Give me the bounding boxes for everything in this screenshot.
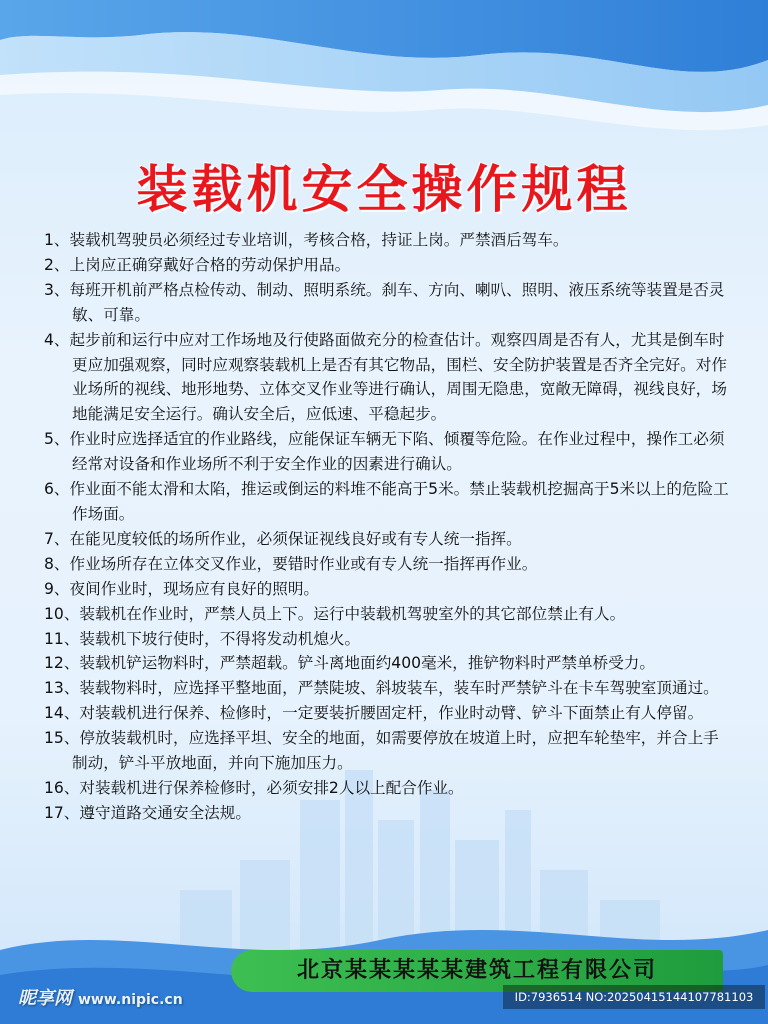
rule-item: 16、对装载机进行保养检修时，必须安排2人以上配合作业。: [44, 778, 464, 797]
rule-item: 7、在能见度较低的场所作业，必须保证视线良好或有专人统一指挥。: [44, 529, 522, 548]
rule-item: 15、停放装载机时，应选择平坦、安全的地面，如需要停放在坡道上时，应把车轮垫牢，并合上手制动，铲斗平放地面，并向下施加压力。: [44, 729, 719, 773]
rule-item: 6、作业面不能太滑和太陷，推运或倒运的料堆不能高于5米。禁止装载机挖掘高于5米以上的危险工作场面。: [44, 480, 729, 523]
rule-item: 12、装载机铲运物料时，严禁超载。铲斗离地面约400毫米，推铲物料时严禁单桥受力。: [44, 654, 655, 673]
rule-item: 8、作业场所存在立体交叉作业，要错时作业或有专人统一指挥再作业。: [44, 554, 538, 573]
watermark-url: www.nipic.cn: [78, 992, 183, 1008]
rule-item: 11、装载机下坡行使时，不得将发动机熄火。: [44, 629, 361, 648]
top-wave-decoration: [0, 0, 768, 150]
rule-item: 5、作业时应选择适宜的作业路线，应能保证车辆无下陷、倾覆等危险。在作业过程中，操作工必须经常对设备和作业场所不利于安全作业的因素进行确认。: [44, 430, 725, 474]
page-title: 装载机安全操作规程: [136, 161, 632, 220]
site-watermark: [18, 986, 183, 1012]
rule-item: 17、遵守道路交通安全法规。: [44, 803, 251, 822]
rule-item: 4、起步前和运行中应对工作场地及行使路面做充分的检查估计。观察四周是否有人，尤其是倒车时更应加强观察，同时应观察装载机上是否有其它物品，围栏、安全防护装置是否齐全完好。对作业场所的视线、地形地势、立体交叉作业等进行确认，周围无隐患，宽敞无障碍，视线良好，场地能满足安全运行。确认安全后，应低速、平稳起步。: [44, 330, 727, 424]
rule-item: 13、装载物料时，应选择平整地面，严禁陡坡、斜坡装车，装车时严禁铲斗在卡车驾驶室顶通过。: [44, 679, 719, 698]
company-name: 北京某某某某某建筑工程有限公司: [296, 958, 657, 983]
image-id-tag: ID:7936514 NO:20250415144107781103: [503, 985, 765, 1009]
rule-item: 2、上岗应正确穿戴好合格的劳动保护用品。: [44, 255, 351, 274]
rules-list: [44, 228, 730, 826]
rule-item: 14、对装载机进行保养、检修时，一定要装折腰固定杆，作业时动臂、铲斗下面禁止有人停留。: [44, 704, 704, 723]
rule-item: 3、每班开机前严格点检传动、制动、照明系统。刹车、方向、喇叭、照明、液压系统等装置是否灵敏、可靠。: [44, 280, 725, 324]
watermark-logo: 昵享网: [18, 988, 72, 1009]
rule-item: 10、装载机在作业时，严禁人员上下。运行中装载机驾驶室外的其它部位禁止有人。: [44, 604, 626, 623]
rule-item: 9、夜间作业时，现场应有良好的照明。: [44, 579, 320, 598]
rule-item: 1、装载机驾驶员必须经过专业培训，考核合格，持证上岗。严禁酒后驾车。: [44, 231, 569, 249]
